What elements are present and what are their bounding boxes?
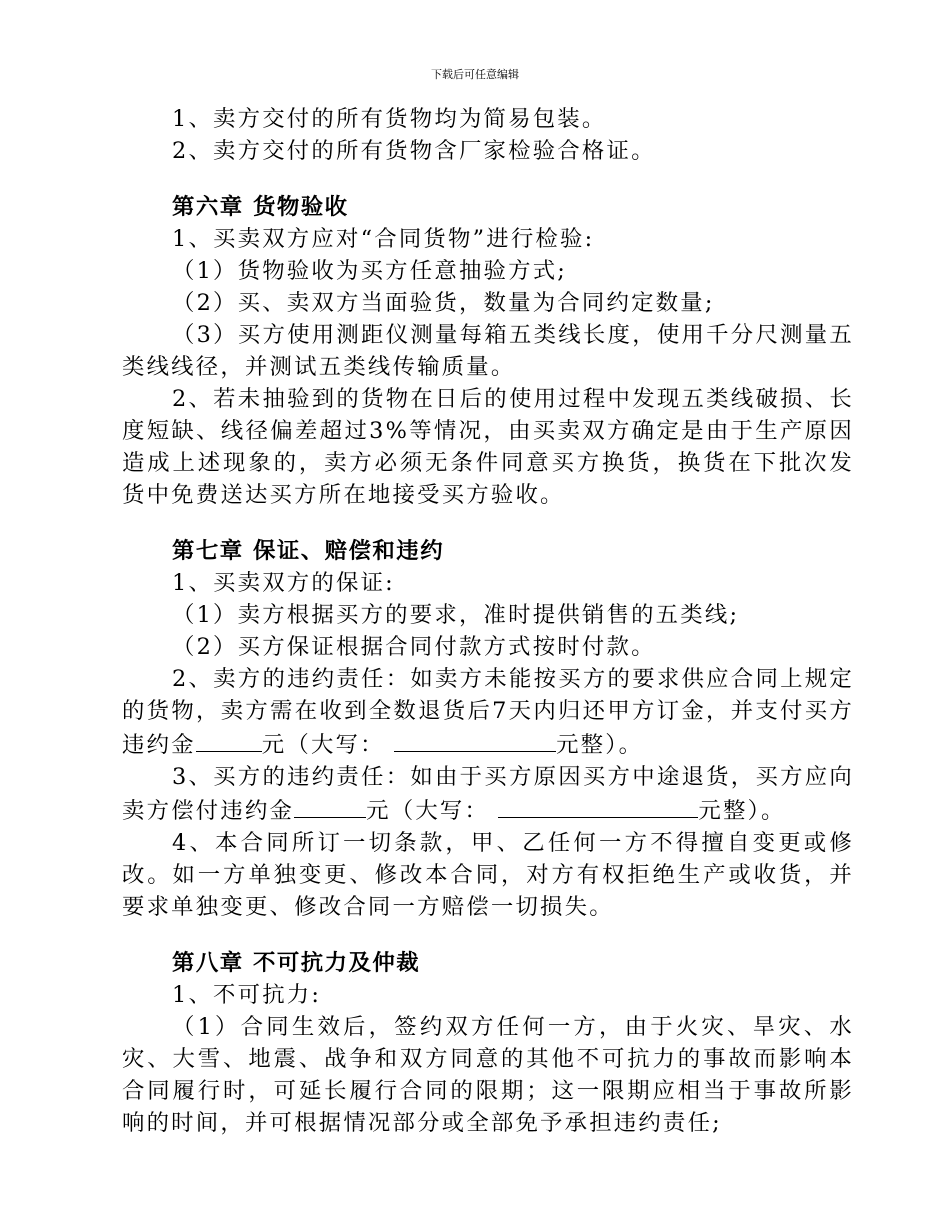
penalty-amount-blank <box>196 727 262 752</box>
ch7-sub-1: （1）卖方根据买方的要求，准时提供销售的五类线; <box>172 602 740 628</box>
ch7-item-2-text-c: 元整）。 <box>556 732 644 758</box>
ch7-item-3-text: 3、买方的违约责任：如由于买方原因买方中途退货，买方应向卖方偿付违约金 <box>122 764 854 824</box>
ch7-item-3-text-c: 元整）。 <box>698 798 786 824</box>
ch7-item-3 <box>122 761 854 827</box>
chapter-7-title: 第七章 保证、赔偿和违约 <box>172 538 445 564</box>
ch8-sub-1: （1）合同生效后，签约双方任何一方，由于火灾、旱灾、水灾、大雪、地震、战争和双方同意的其他不可抗力的事故而影响本合同履行时，可延长履行合同的限期；这一限期应相当于事故所影响的时间，并可根据情况部分或全部免予承担违约责任; <box>122 1014 854 1136</box>
ch6-sub-3: （3）买方使用测距仪测量每箱五类线长度，使用千分尺测量五类线线径，并测试五类线传输质量。 <box>122 322 854 380</box>
document-body <box>122 103 854 1139</box>
ch7-item-3-text-b: 元（大写： <box>366 798 490 824</box>
page-header: 下载后可任意编辑 <box>431 68 519 81</box>
ch8-item-1: 1、不可抗力: <box>172 982 322 1008</box>
ch6-sub-2: （2）买、卖双方当面验货，数量为合同约定数量; <box>172 290 715 316</box>
ch7-sub-2: （2）买方保证根据合同付款方式按时付款。 <box>172 634 656 660</box>
chapter-6-title: 第六章 货物验收 <box>172 194 349 220</box>
penalty-amount-words-blank <box>394 727 556 752</box>
ch7-item-2-text: 2、卖方的违约责任：如卖方未能按买方的要求供应合同上规定的货物，卖方需在收到全数退货后7天内归还甲方订金，并支付买方违约金 <box>122 666 854 758</box>
ch6-sub-1: （1）货物验收为买方任意抽验方式; <box>172 258 568 284</box>
ch6-item-1: 1、买卖双方应对“合同货物”进行检验: <box>172 226 595 252</box>
ch5-item-1: 1、卖方交付的所有货物均为简易包装。 <box>172 106 607 132</box>
buyer-penalty-amount-blank <box>294 793 366 818</box>
ch7-item-2-text-b: 元（大写： <box>261 732 385 758</box>
ch7-item-2 <box>122 663 854 761</box>
ch6-item-2: 2、若未抽验到的货物在日后的使用过程中发现五类线破损、长度短缺、线径偏差超过3%等情况，由买卖双方确定是由于生产原因造成上述现象的，卖方必须无条件同意买方换货，换货在下批次发货中免费送达买方所在地接受买方验收。 <box>122 386 854 508</box>
buyer-penalty-words-blank <box>498 793 698 818</box>
ch7-item-1: 1、买卖双方的保证: <box>172 570 395 596</box>
ch7-item-4: 4、本合同所订一切条款，甲、乙任何一方不得擅自变更或修改。如一方单独变更、修改本合同，对方有权拒绝生产或收货，并要求单独变更、修改合同一方赔偿一切损失。 <box>122 830 854 920</box>
chapter-8-title: 第八章 不可抗力及仲裁 <box>172 950 421 976</box>
ch5-item-2: 2、卖方交付的所有货物含厂家检验合格证。 <box>172 138 656 164</box>
